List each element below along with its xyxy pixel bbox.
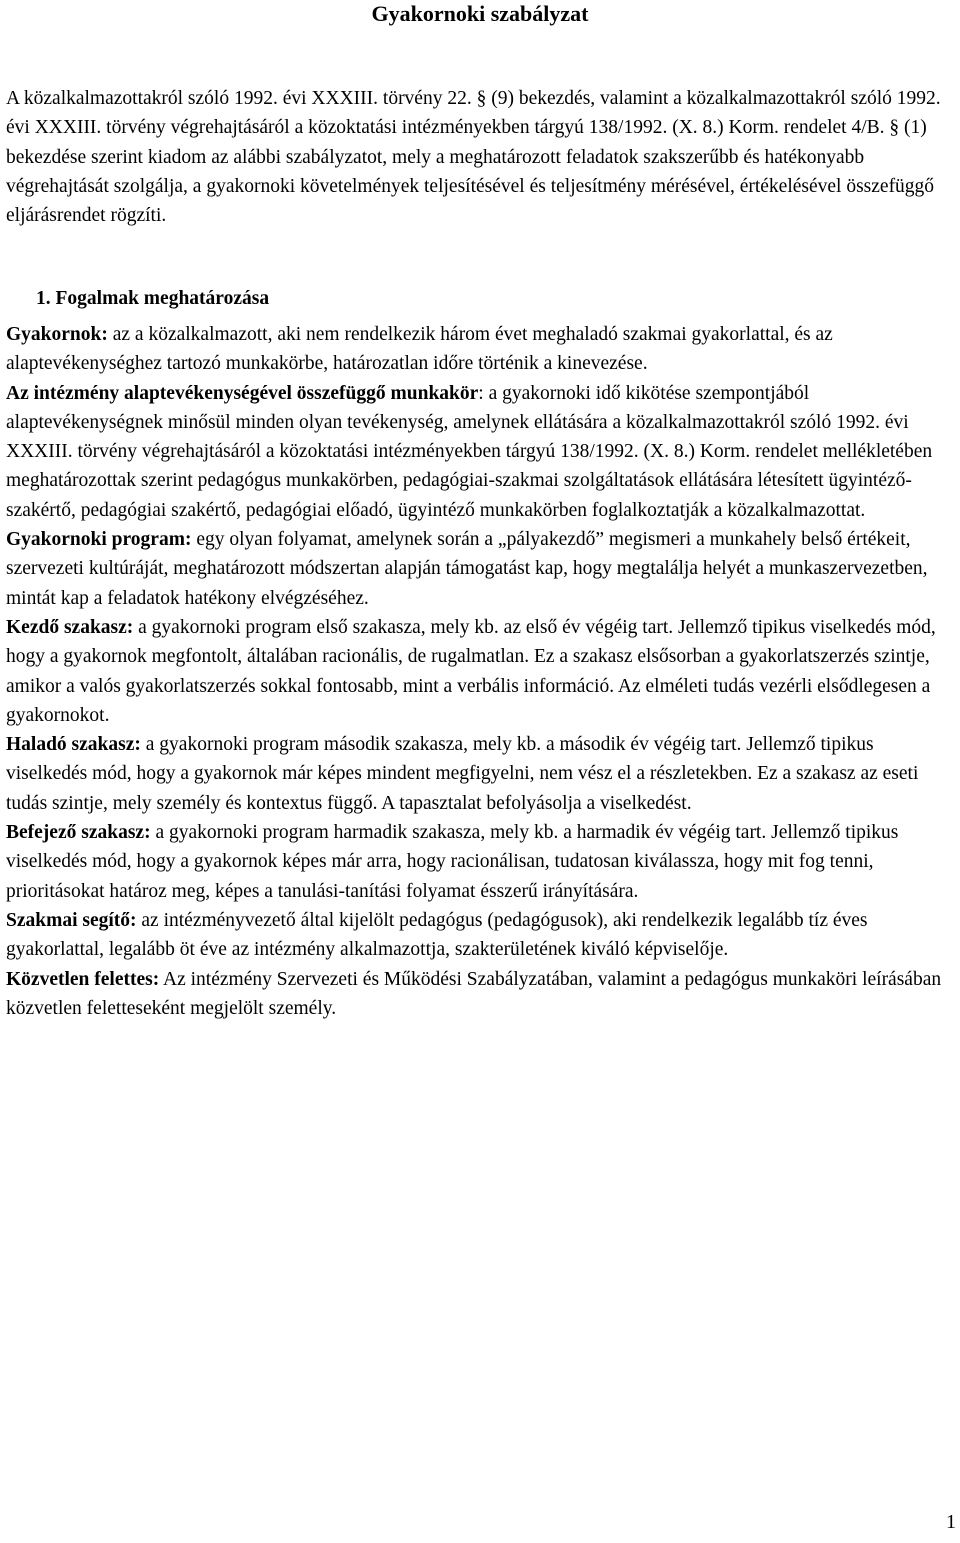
definition-term: Az intézmény alaptevékenységével összefüggő munkakör xyxy=(6,382,479,404)
definition-text: az intézményvezető által kijelölt pedagógus (pedagógusok), aki rendelkezik legalább tíz éves gyakorlattal, legalább öt éve az intézmény alkalmazottja, szakterületének kiváló képviselője. xyxy=(6,909,868,961)
intro-paragraph xyxy=(6,84,956,230)
definition-term: Kezdő szakasz: xyxy=(6,616,134,638)
definition-item xyxy=(6,320,956,379)
definition-text: az a közalkalmazott, aki nem rendelkezik három évet meghaladó szakmai gyakorlattal, és az alaptevékenységhez tartozó munkakörbe, határozatlan időre történik a kinevezése. xyxy=(6,324,833,375)
definitions-list xyxy=(6,320,956,1023)
definition-term: Haladó szakasz: xyxy=(6,734,141,756)
intro-text: A közalkalmazottakról szóló 1992. évi XXXIII. törvény 22. § (9) bekezdés, valamint a közalkalmazottakról szóló 1992. évi XXXIII. törvény végrehajtásáról a közoktatási intézményekben tárgyú 138/1992. (X. 8.) Korm. rendelet 4/B. § (1) bekezdése szerint kiadom az alábbi szabályzatot, mely a meghatározott feladatok szakszerűbb és hatékonyabb végrehajtását szolgálja, a gyakornoki követelmények teljesítésével és teljesítmény mérésével, értékelésével összefüggő eljárásrendet rögzíti. xyxy=(6,88,941,227)
page-title: Gyakornoki szabályzat xyxy=(371,1,589,26)
definition-item xyxy=(6,818,956,906)
definition-item xyxy=(6,613,956,730)
definition-text: a gyakornoki program első szakasza, mely kb. az első év végéig tart. Jellemző tipikus viselkedés mód, hogy a gyakornok megfontolt, általában racionális, de rugalmatlan. Ez a szakasz elsősorban a gyakorlatszerzés szintje, amikor a valós gyakorlatszerzés sokkal fontosabb, mint a verbális információ. Az elméleti tudás vezérli elsődlegesen a gyakornokot. xyxy=(6,616,936,726)
definition-term: Befejező szakasz: xyxy=(6,822,151,844)
definition-text: : a gyakornoki idő kikötése szempontjából alaptevékenységnek minősül minden olyan tevékenység, amelynek ellátására a közalkalmazottakról szóló 1992. évi XXXIII. törvény végrehajtásáról a közoktatási intézményekben tárgyú 138/1992. (X. 8.) Korm. rendelet mellékletében meghatározottak szerint pedagógus munkakörben, pedagógiai-szakmai szolgáltatások ellátására létesített ügyintéző-szakértő, pedagógiai szakértő, pedagógiai előadó, ügyintéző munkakörben foglalkoztatják a közalkalmazottat. xyxy=(6,382,933,521)
definition-text: a gyakornoki program harmadik szakasza, mely kb. a harmadik év végéig tart. Jellemző tipikus viselkedés mód, hogy a gyakornok képes már arra, hogy racionálisan, tudatosan kiválassza, hogy mit fog tenni, prioritásokat határoz meg, képes a tanulási-tanítási folyamat ésszerű irányítására. xyxy=(6,822,899,902)
definition-text: egy olyan folyamat, amelynek során a „pályakezdő” megismeri a munkahely belső értékeit, szervezeti kultúráját, meghatározott módszertan alapján támogatást kap, hogy megtalálja helyét a munkaszervezetben, mintát kap a feladatok hatékony elvégzéséhez. xyxy=(6,529,928,609)
definition-text: a gyakornoki program második szakasza, mely kb. a második év végéig tart. Jellemző tipikus viselkedés mód, hogy a gyakornok már képes mindent megfigyelni, nem vész el a részletekben. Ez a szakasz az eseti tudás szintje, mely személy és kontextus függő. A tapasztalat befolyásolja a viselkedést. xyxy=(6,734,919,814)
definition-item xyxy=(6,379,956,525)
definition-term: Gyakornok: xyxy=(6,324,108,345)
definition-term: Szakmai segítő: xyxy=(6,909,137,931)
section-heading: 1. Fogalmak meghatározása xyxy=(36,288,270,309)
definition-text: Az intézmény Szervezeti és Működési Szabályzatában, valamint a pedagógus munkaköri leírásában közvetlen feletteseként megjelölt személy. xyxy=(6,968,942,1019)
definition-item xyxy=(6,730,956,818)
definition-term: Közvetlen felettes: xyxy=(6,968,160,990)
definition-item xyxy=(6,965,956,1024)
definition-item xyxy=(6,525,956,613)
page-number: 1 xyxy=(946,1511,956,1533)
definition-item xyxy=(6,906,956,965)
definition-term: Gyakornoki program: xyxy=(6,529,192,551)
